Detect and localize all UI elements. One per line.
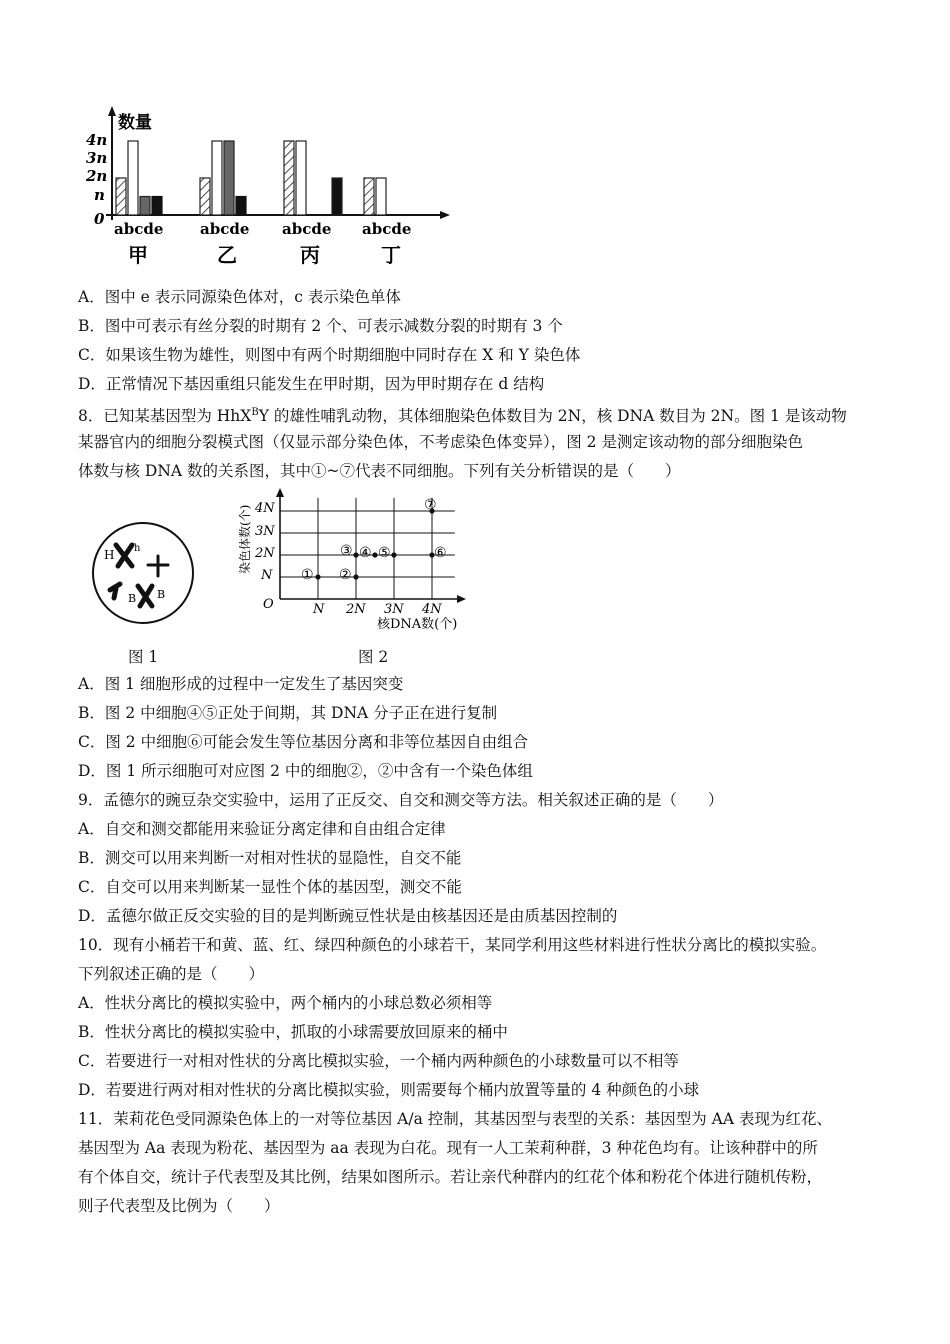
figure-2-plot	[235, 484, 475, 634]
y-axis-label: 数量	[118, 113, 152, 133]
fig2-x-tick-3N: 3N	[384, 602, 404, 617]
fig2-y-tick-3N: 3N	[255, 524, 275, 539]
q11-stem-line1: 11．茉莉花色受同源染色体上的一对等位基因 A/a 控制，其基因型与表型的关系：基因型为 AA 表现为红花、	[78, 1110, 832, 1128]
fig2-point-label-6: ⑥	[434, 545, 447, 561]
bar-丙-a	[284, 141, 294, 215]
q9-option-d: D．孟德尔做正反交实验的目的是判断豌豆性状是由核基因还是由质基因控制的	[78, 907, 618, 925]
fig2-point-5	[391, 552, 396, 557]
group-label-jia: 甲	[128, 243, 148, 267]
q11-stem-line2: 基因型为 Aa 表现为粉花、基因型为 aa 表现为白花。现有一人工茉莉种群，3 种花色均有。让该种群中的所	[78, 1139, 818, 1157]
fig2-x-tick-N: N	[313, 602, 325, 617]
figure-1-cell	[88, 518, 198, 628]
fig2-y-tick-4N: 4N	[255, 501, 275, 516]
q8-option-a: A．图 1 细胞形成的过程中一定发生了基因突变	[78, 675, 404, 693]
bar-丙-c	[332, 178, 342, 215]
fig2-y-arrow	[276, 488, 284, 497]
fig2-y-label: 染色体数(个)	[238, 504, 252, 574]
group-sub-4: abcde	[362, 220, 412, 238]
group-sub-1: abcde	[114, 220, 164, 238]
figure-2-caption: 图 2	[358, 648, 389, 666]
y-tick-2n: 2n	[86, 167, 108, 185]
group-label-bing: 丙	[300, 243, 320, 267]
fig2-x-tick-4N: 4N	[422, 602, 442, 617]
q9-option-c: C．自交可以用来判断某一显性个体的基因型，测交不能	[78, 878, 462, 896]
q11-stem-line4: 则子代表型及比例为（ ）	[78, 1197, 280, 1215]
q7-option-a: A．图中 e 表示同源染色体对，c 表示染色单体	[78, 288, 401, 306]
bar-乙-a	[200, 178, 210, 215]
q11-stem-line3: 有个体自交，统计子代表型及其比例，结果如图所示。若让亲代种群内的红花个体和粉花个体进行随机传粉，	[78, 1168, 823, 1186]
q8-stem-sup: B	[251, 407, 259, 418]
fig2-origin: O	[263, 597, 274, 612]
q10-option-d: D．若要进行两对相对性状的分离比模拟实验，则需要每个桶内放置等量的 4 种颜色的小球	[78, 1081, 700, 1099]
group-label-ding: 丁	[381, 243, 401, 267]
q8-stem-line3: 体数与核 DNA 数的关系图，其中①~⑦代表不同细胞。下列有关分析错误的是（ ）	[78, 462, 681, 480]
q7-option-b: B．图中可表示有丝分裂的时期有 2 个、可表示减数分裂的时期有 3 个	[78, 317, 563, 335]
gene-label-H: H	[104, 548, 115, 562]
q9-stem: 9．孟德尔的豌豆杂交实验中，运用了正反交、自交和测交等方法。相关叙述正确的是（ ）	[78, 791, 724, 809]
group-sub-2: abcde	[200, 220, 250, 238]
chromosome-cross	[148, 556, 168, 576]
bar-乙-c	[224, 141, 234, 215]
q10-option-b: B．性状分离比的模拟实验中，抓取的小球需要放回原来的桶中	[78, 1023, 508, 1041]
q8-option-d: D．图 1 所示细胞可对应图 2 中的细胞②，②中含有一个染色体组	[78, 762, 533, 780]
chromosome-H-h	[116, 545, 132, 566]
q10-option-c: C．若要进行一对相对性状的分离比模拟实验，一个桶内两种颜色的小球数量可以不相等	[78, 1052, 679, 1070]
gene-label-B-right: B	[157, 588, 166, 601]
bar-丁-b	[376, 178, 386, 215]
bar-甲-c	[140, 197, 150, 216]
fig2-point-label-2: ②	[339, 567, 352, 583]
group-label-yi: 乙	[217, 243, 237, 267]
fig2-point-label-5: ⑤	[378, 545, 391, 561]
fig2-y-tick-2N: 2N	[255, 546, 275, 561]
q8-stem-line2: 某器官内的细胞分裂模式图（仅显示部分染色体，不考虑染色体变异），图 2 是测定该动物的部分细胞染色	[78, 433, 803, 451]
bar-甲-b	[128, 141, 138, 215]
fig2-x-tick-2N: 2N	[346, 602, 366, 617]
fig2-x-label: 核DNA数(个)	[377, 617, 458, 632]
q8-option-b: B．图 2 中细胞④⑤正处于间期，其 DNA 分子正在进行复制	[78, 704, 498, 722]
chromosome-small	[110, 584, 120, 598]
q8-option-c: C．图 2 中细胞⑥可能会发生等位基因分离和非等位基因自由组合	[78, 733, 529, 751]
q7-option-c: C．如果该生物为雄性，则图中有两个时期细胞中同时存在 X 和 Y 染色体	[78, 346, 581, 364]
fig2-x-arrow	[457, 595, 466, 603]
fig2-point-label-1: ①	[301, 567, 314, 583]
fig2-point-4	[372, 552, 377, 557]
q9-option-a: A．自交和测交都能用来验证分离定律和自由组合定律	[78, 820, 446, 838]
cell-membrane	[93, 523, 193, 623]
chromosome-B-B	[138, 586, 152, 606]
bar-chart-figure	[78, 100, 458, 272]
bar-乙-d	[236, 197, 246, 216]
group-sub-3: abcde	[282, 220, 332, 238]
q10-option-a: A．性状分离比的模拟实验中，两个桶内的小球总数必须相等	[78, 994, 493, 1012]
q7-option-d: D．正常情况下基因重组只能发生在甲时期，因为甲时期存在 d 结构	[78, 375, 545, 393]
fig2-point-label-4: ④	[359, 545, 372, 561]
q8-stem-line1-a: 8．已知某基因型为 HhX	[78, 407, 252, 426]
y-tick-3n: 3n	[86, 149, 108, 167]
gene-label-B-left: B	[128, 592, 137, 605]
q8-stem-line1-b: Y 的雄性哺乳动物，其体细胞染色体数目为 2N，核 DNA 数目为 2N。图 1 是该动物	[258, 407, 847, 426]
bar-丁-a	[364, 178, 374, 215]
q8-stem-line1	[78, 403, 847, 426]
fig2-point-3	[353, 552, 358, 557]
y-tick-n: n	[94, 186, 105, 204]
fig2-point-label-3: ③	[340, 543, 353, 559]
bar-甲-d	[152, 197, 162, 216]
bar-丙-b	[296, 141, 306, 215]
q10-stem-line2: 下列叙述正确的是（ ）	[78, 965, 265, 983]
gene-label-h: h	[134, 543, 141, 554]
fig2-point-1	[315, 574, 320, 579]
origin-label: 0	[94, 210, 105, 228]
figure-1-caption: 图 1	[128, 648, 159, 666]
fig2-y-tick-N: N	[261, 568, 273, 583]
bar-乙-b	[212, 141, 222, 215]
q10-stem-line1: 10．现有小桶若干和黄、蓝、红、绿四种颜色的小球若干，某同学利用这些材料进行性状分离比的模拟实验。	[78, 936, 827, 954]
y-tick-4n: 4n	[86, 131, 108, 149]
fig2-point-label-7: ⑦	[424, 497, 437, 513]
bar-甲-a	[116, 178, 126, 215]
fig2-point-2	[353, 574, 358, 579]
q9-option-b: B．测交可以用来判断一对相对性状的显隐性，自交不能	[78, 849, 462, 867]
